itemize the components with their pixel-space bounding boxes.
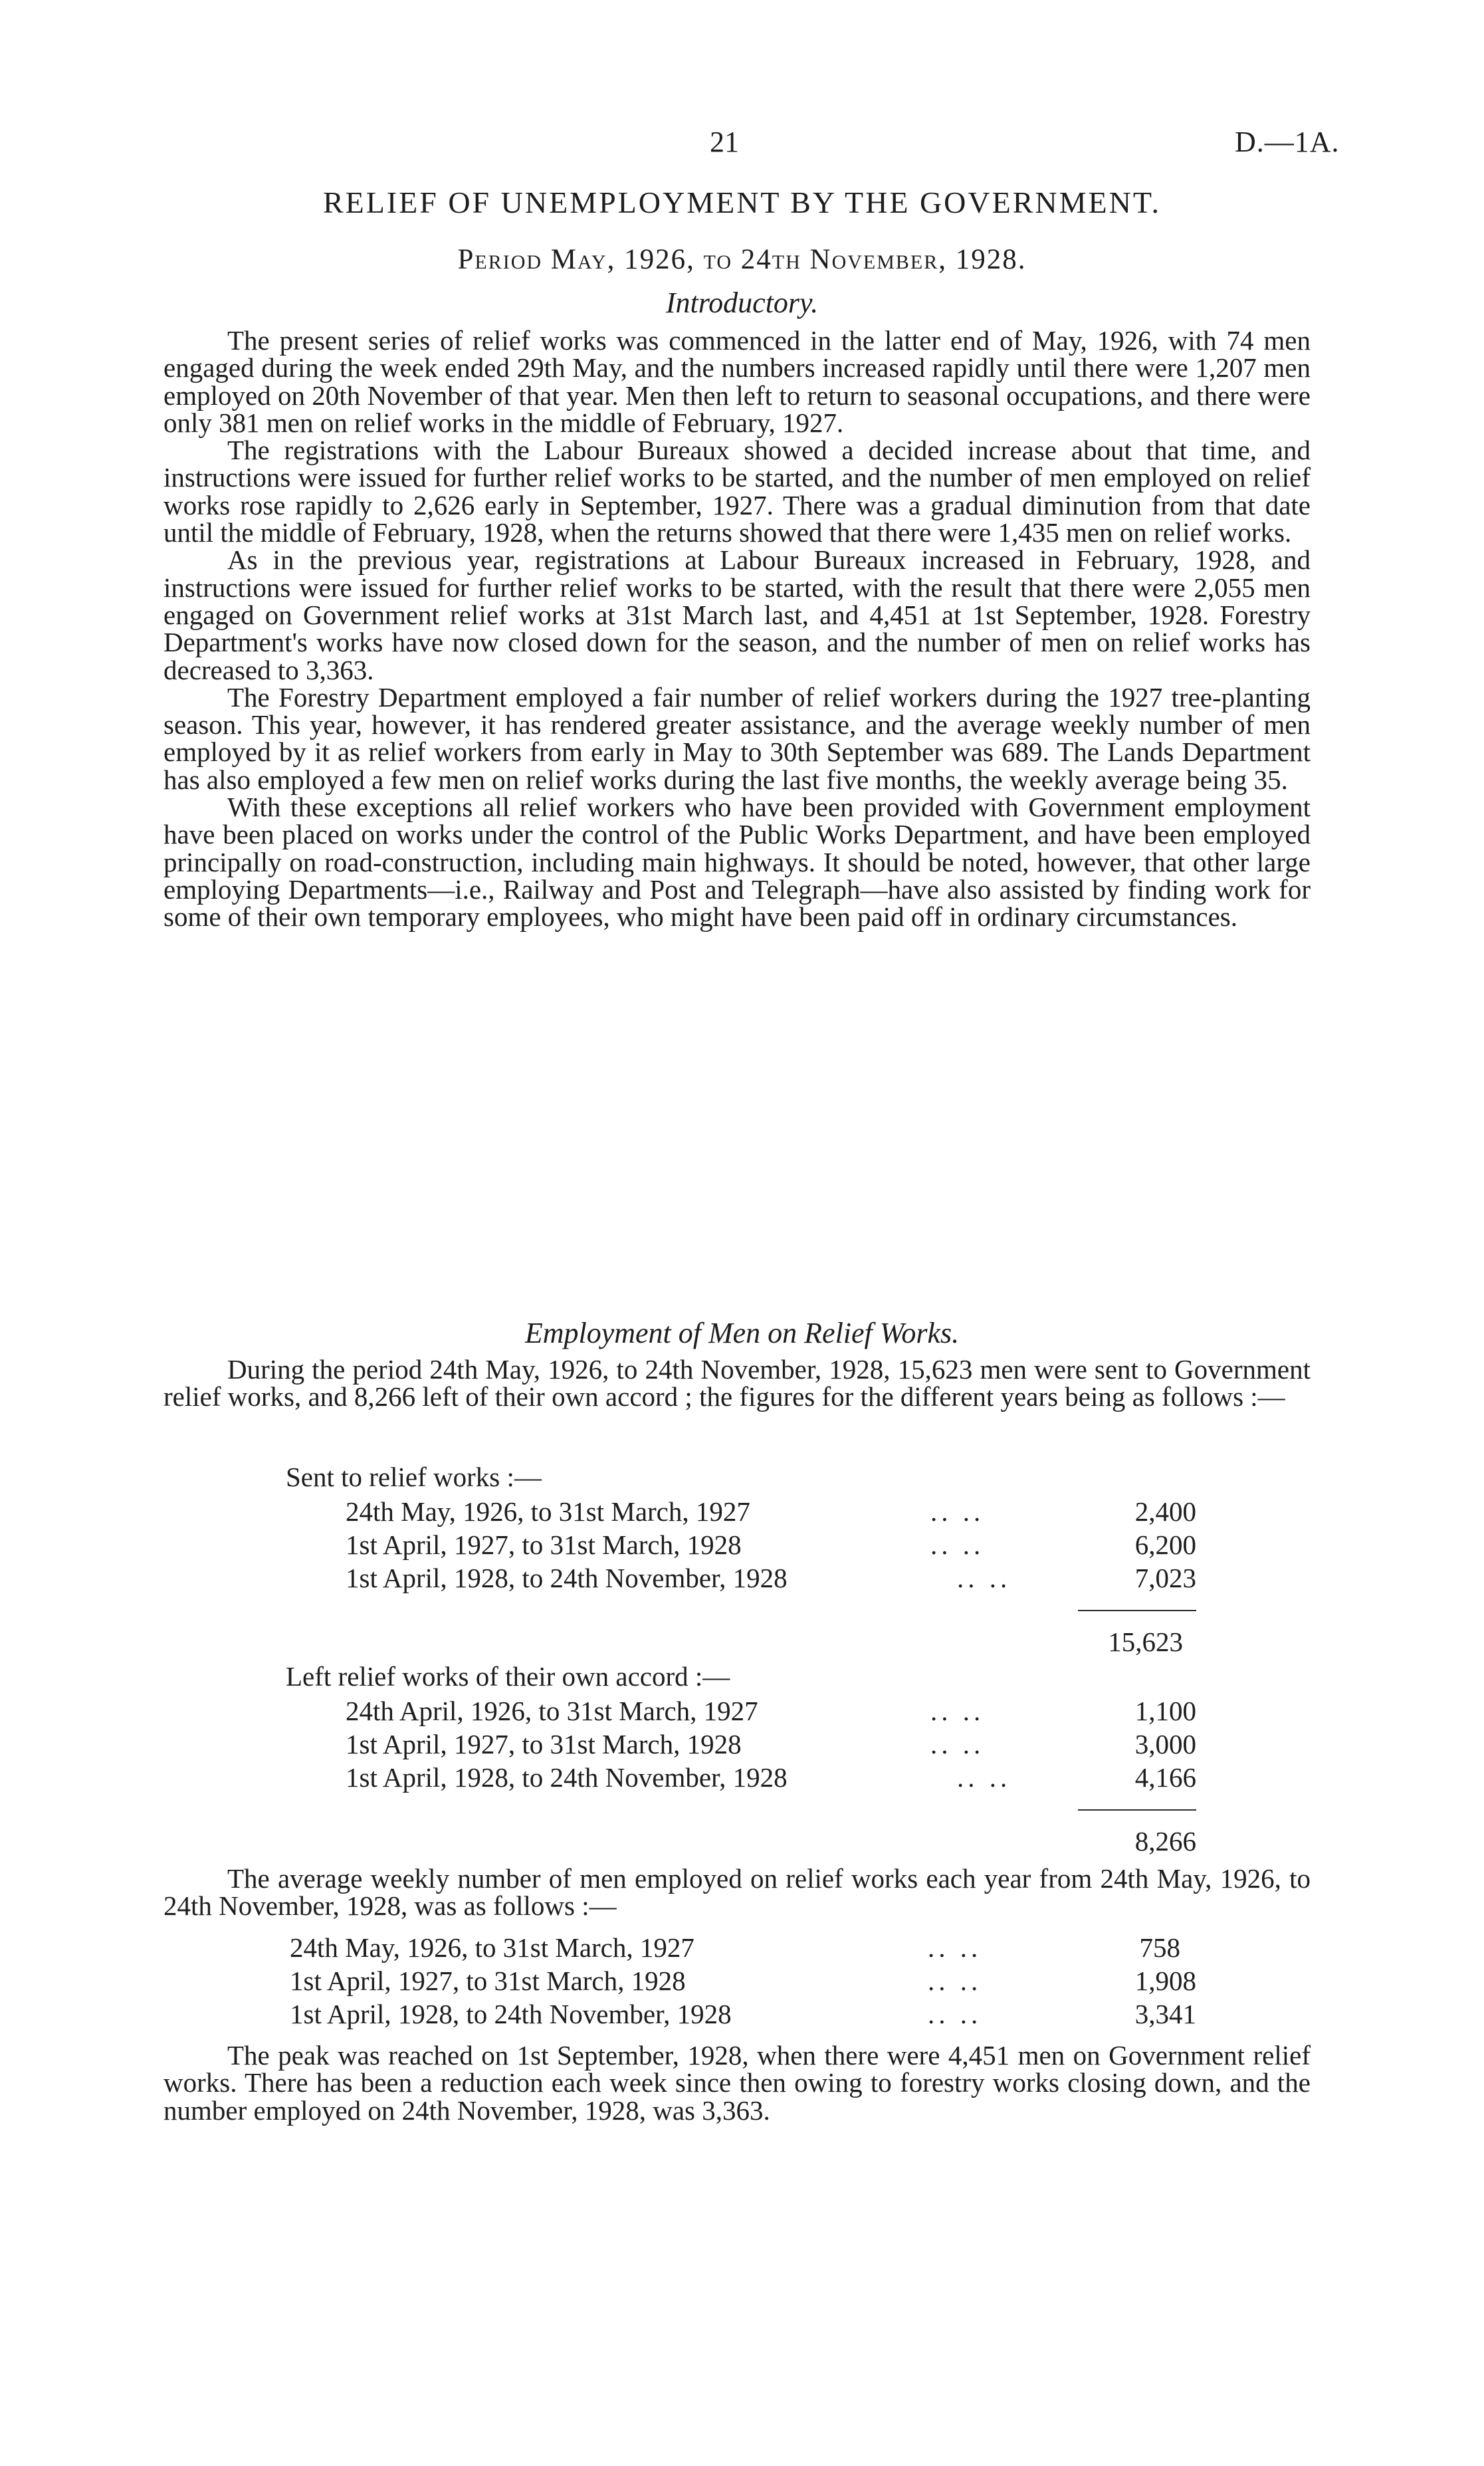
left-row [346, 1761, 1196, 1793]
sum-rule [1078, 1809, 1196, 1811]
employment-intro: During the period 24th May, 1926, to 24th November, 1928, 15,623 men were sent to Government relief works, and 8,266 left of their own accord ; the figures for the different years being as follows :— [163, 1354, 1311, 1412]
sent-value: 6,200 [1134, 1529, 1196, 1560]
left-period: 1st April, 1927, to 31st March, 1928 [346, 1729, 742, 1759]
intro-paragraph: With these exceptions all relief workers who have been provided with Government employment have been placed on works under the control of the Public Works Department, and have been employed principally on road-construction, including main highways. It should be noted, however, that other large employing Departments—i.e., Railway and Post and Telegraph—have also assisted by finding work for some of their own temporary employees, who might have been paid off in ordinary circumstances. [163, 792, 1311, 933]
sent-row [346, 1562, 1196, 1593]
sum-rule [1078, 1610, 1196, 1611]
average-row [290, 1965, 1196, 1996]
closing-text: The peak was reached on 1st September, 1928, when there were 4,451 men on Government relief works. There has been a reduction each week since then owing to forestry works closing down, and the number employed on 24th November, 1928, was 3,363. [163, 2040, 1311, 2126]
leader-dots: .. .. [930, 1529, 985, 1560]
sent-list-label: Sent to relief works :— [286, 1462, 542, 1492]
sent-period: 24th May, 1926, to 31st March, 1927 [346, 1496, 750, 1527]
employment-intro-paragraph [163, 1356, 1311, 1411]
sent-row [346, 1529, 1196, 1560]
employment-heading: Employment of Men on Relief Works. [524, 1317, 960, 1349]
sent-period: 1st April, 1927, to 31st March, 1928 [346, 1529, 742, 1560]
intro-paragraph: The present series of relief works was commenced in the latter end of May, 1926, with 74 men engaged during the week ended 29th May, and the numbers increased rapidly until there were 1,207 men employed on 20th November of that year. Men then left to return to seasonal occupations, and there were only 381 men on relief works in the middle of February, 1927. [163, 325, 1311, 438]
document-reference: D.—1A. [1235, 126, 1340, 158]
average-intro-paragraph [163, 1865, 1311, 1920]
leader-dots: .. .. [928, 1999, 982, 2029]
average-intro: The average weekly number of men employed on relief works each year from 24th May, 1926, to 24th November, 1928, was as follows :— [163, 1863, 1311, 1922]
period-subtitle: Period May, 1926, to 24th November, 1928. [457, 244, 1027, 275]
average-period: 1st April, 1927, to 31st March, 1928 [290, 1965, 686, 1996]
left-row [346, 1695, 1196, 1726]
average-value: 1,908 [1134, 1965, 1196, 1996]
leader-dots: .. .. [930, 1496, 985, 1527]
average-period: 1st April, 1928, to 24th November, 1928 [290, 1999, 732, 2029]
sent-period: 1st April, 1928, to 24th November, 1928 [346, 1563, 788, 1593]
left-value: 3,000 [1134, 1729, 1196, 1759]
intro-paragraph: The registrations with the Labour Bureaux showed a decided increase about that time, and instructions were issued for further relief works to be started, and the number of men employed on relief works rose rapidly to 2,626 early in September, 1927. There was a gradual diminution from that date until the middle of February, 1928, when the returns showed that there were 1,435 men on relief works. [163, 435, 1311, 548]
leader-dots: .. .. [957, 1563, 1011, 1593]
sent-total: 15,623 [1108, 1626, 1183, 1657]
left-value: 1,100 [1134, 1696, 1196, 1726]
average-period: 24th May, 1926, to 31st March, 1927 [290, 1932, 694, 1963]
average-value: 3,341 [1134, 1999, 1196, 2029]
average-value: 758 [1139, 1932, 1180, 1963]
leader-dots: .. .. [928, 1932, 982, 1963]
page-header [0, 125, 1484, 165]
sent-row [346, 1496, 1196, 1527]
leader-dots: .. .. [957, 1762, 1011, 1793]
sent-value: 2,400 [1134, 1496, 1196, 1527]
left-list-label: Left relief works of their own accord :— [286, 1661, 730, 1692]
left-total: 8,266 [1134, 1826, 1196, 1856]
intro-paragraph: The Forestry Department employed a fair number of relief workers during the 1927 tree-planting season. This year, however, it has rendered greater assistance, and the average weekly number of men employed by it as relief workers from early in May to 30th September was 689. The Lands Department has also employed a few men on relief works during the last five months, the weekly average being 35. [163, 681, 1311, 795]
sent-value: 7,023 [1134, 1563, 1196, 1593]
page-number: 21 [710, 126, 739, 158]
average-row [290, 1998, 1196, 2029]
leader-dots: .. .. [928, 1965, 982, 1996]
introductory-heading: Introductory. [665, 286, 819, 319]
leader-dots: .. .. [930, 1729, 985, 1759]
page-title: RELIEF OF UNEMPLOYMENT BY THE GOVERNMENT. [322, 185, 1162, 219]
left-row [346, 1728, 1196, 1759]
left-period: 1st April, 1928, to 24th November, 1928 [346, 1762, 788, 1793]
intro-paragraph: As in the previous year, registrations at Labour Bureaux increased in February, 1928, and instructions were issued for further relief works to be started, with the result that there were 2,055 men engaged on Government relief works at 31st March last, and 4,451 at 1st September, 1928. Forestry Department's works have now closed down for the season, and the number of men on relief works has decreased to 3,363. [163, 544, 1311, 685]
left-period: 24th April, 1926, to 31st March, 1927 [346, 1696, 758, 1726]
closing-paragraph [163, 2042, 1311, 2124]
left-value: 4,166 [1134, 1762, 1196, 1793]
introductory-section [163, 327, 1311, 931]
average-row [290, 1932, 1196, 1963]
leader-dots: .. .. [930, 1696, 985, 1726]
